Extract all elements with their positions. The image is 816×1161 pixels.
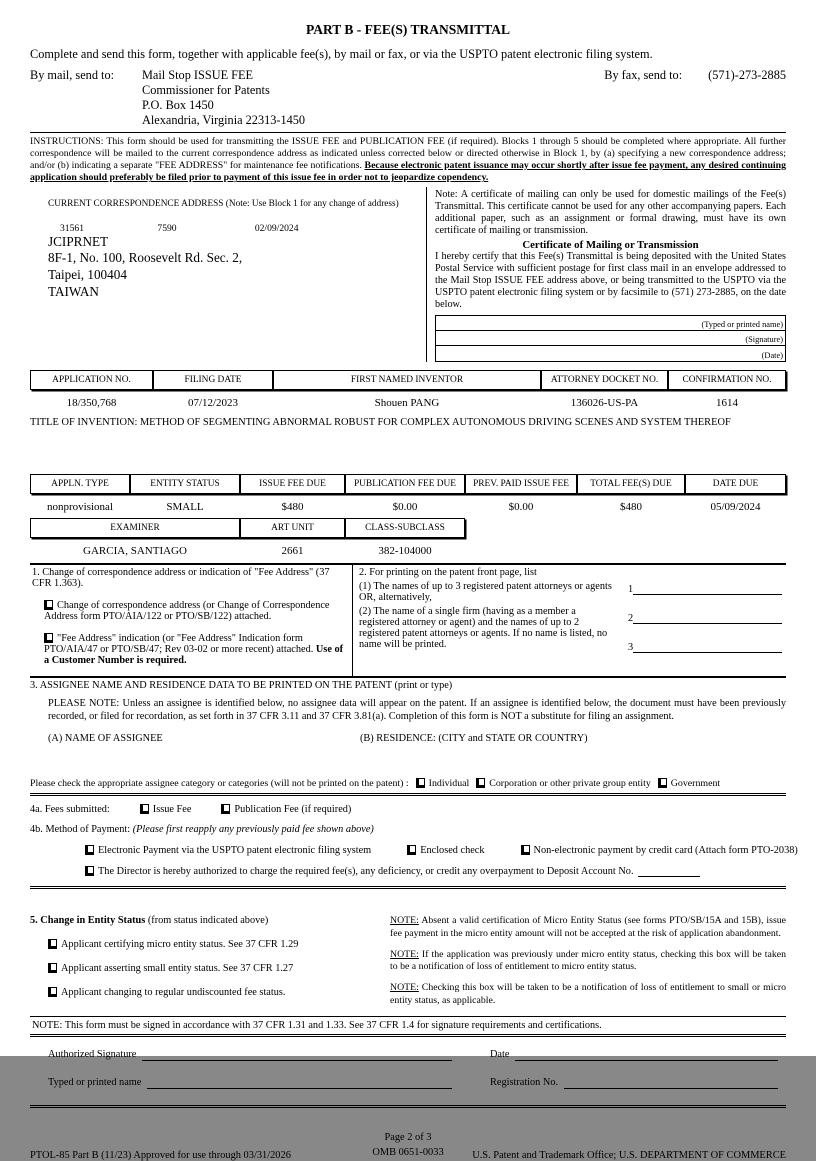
fax-info (604, 68, 786, 128)
block2-paragraph-1: (1) The names of up to 3 registered patent attorneys or agents OR, alternatively, (359, 580, 612, 603)
col-first-named-inventor: FIRST NAMED INVENTOR (273, 370, 541, 390)
col-class-subclass: CLASS-SUBCLASS (345, 518, 465, 538)
method-of-payment-row (30, 824, 786, 835)
block-1-2-section (30, 563, 786, 678)
attorney-name-field-1[interactable] (633, 583, 782, 595)
regular-status-checkbox[interactable] (48, 987, 57, 997)
examiner-value: GARCIA, SANTIAGO (83, 544, 187, 557)
typed-name-caption: (Typed or printed name) (701, 319, 783, 329)
credit-card-option (521, 845, 798, 856)
examiner-table-header (30, 518, 465, 538)
payment-options-row (85, 845, 798, 857)
class-subclass-value: 382-104000 (378, 544, 432, 557)
signature-field[interactable] (436, 331, 785, 346)
block2-text (359, 567, 614, 670)
invention-title: TITLE OF INVENTION: METHOD OF SEGMENTING ABNORMAL ROBUST FOR COMPLEX AUTONOMOUS DRIVING SCENES AND SYSTEM THEREOF (30, 416, 731, 428)
page-title: PART B - FEE(S) TRANSMITTAL (305, 22, 511, 37)
change-address-checkbox[interactable] (44, 600, 53, 610)
issue-fee-label: Issue Fee (152, 804, 192, 816)
registration-no-field[interactable] (564, 1077, 778, 1089)
deposit-account-checkbox[interactable] (85, 866, 94, 876)
attorney-name-field-2[interactable] (633, 612, 782, 624)
certificate-title: Certificate of Mailing or Transmission (522, 238, 699, 251)
enclosed-check-label: Enclosed check (420, 845, 485, 857)
first-named-inventor-value: Shouen PANG (374, 396, 440, 409)
assignee-category-label: Please check the appropriate assignee category or categories (will not be printed on the patent) : (30, 778, 409, 790)
issue-fee-due-value: $480 (281, 500, 304, 513)
instructions-bold-text: Because electronic patent issuance may occur shortly after issue fee payment, any desired continuing application should preferably be filed prior to payment of this issue fee in order not to jeopardize copendency. (30, 160, 786, 184)
note-label: NOTE: (390, 982, 419, 994)
block5-heading-normal: (from status indicated above) (147, 915, 269, 927)
publication-fee-checkbox[interactable] (221, 804, 230, 814)
signature-row-1 (30, 1049, 786, 1061)
typed-name (30, 1077, 460, 1089)
confirmation-no-value: 1614 (716, 396, 738, 409)
fee-address-checkbox[interactable] (44, 633, 53, 643)
footer-agency: U.S. Patent and Trademark Office; U.S. DEPARTMENT OF COMMERCE (472, 1150, 786, 1161)
small-entity-option (48, 963, 390, 974)
mail-address (142, 68, 305, 128)
note-text: Absent a valid certification of Micro Entity Status (see forms PTO/SB/15A and 15B), issue fee payment in the micro entity amount will not be accepted at the risk of application abandonment. (390, 915, 786, 939)
deposit-account-label: The Director is hereby authorized to charge the required fee(s), any deficiency, or credit any overpayment to Deposit Account No. (98, 866, 634, 878)
block1-option-fee-address (44, 633, 346, 666)
fee-table-header (30, 474, 786, 494)
block-2 (353, 565, 786, 676)
signature-section (30, 1049, 786, 1089)
send-to-section (30, 68, 786, 128)
micro-entity-option (48, 939, 390, 950)
line-number: 2 (628, 612, 634, 624)
correspondence-address-label: CURRENT CORRESPONDENCE ADDRESS (Note: Use Block 1 for any change of address) (48, 198, 399, 209)
certificate-column (426, 187, 786, 362)
attorney-name-line-2 (628, 612, 782, 624)
certificate-note: Note: A certificate of mailing can only be used for domestic mailings of the Fee(s) Transmittal. This certificate cannot be used for any other accompanying papers. Each additional paper, such as an assignment or formal drawing, must have its own certificate of mailing or transmission. (435, 188, 786, 237)
method-of-payment-note: (Please first reapply any previously paid fee shown above) (132, 824, 374, 836)
block5-heading (30, 915, 390, 926)
date-label: Date (490, 1048, 510, 1060)
col-appln-type: APPLN. TYPE (30, 474, 130, 494)
entity-status-options (30, 915, 390, 1015)
page-footer (30, 1130, 786, 1161)
col-art-unit: ART UNIT (240, 518, 345, 538)
enclosed-check-option (407, 845, 484, 856)
col-issue-fee-due: ISSUE FEE DUE (240, 474, 345, 494)
fee-table-values (30, 494, 786, 513)
typed-name-input-field[interactable] (147, 1077, 452, 1089)
correspondence-address (48, 234, 426, 302)
application-table-header (30, 370, 786, 390)
divider (30, 793, 786, 796)
divider (30, 1105, 786, 1108)
fees-submitted-label: 4a. Fees submitted: (30, 804, 110, 816)
category-government (658, 778, 720, 789)
page-number: Page 2 of 3 (384, 1131, 432, 1143)
footer-center (372, 1130, 443, 1161)
registration-no-label: Registration No. (490, 1076, 559, 1088)
divider (30, 132, 786, 133)
method-of-payment-label: 4b. Method of Payment: (30, 824, 133, 836)
col-confirmation-no: CONFIRMATION NO. (668, 370, 786, 390)
authorized-signature (30, 1049, 460, 1061)
block-4 (30, 804, 798, 878)
certificate-body: I hereby certify that this Fee(s) Transmittal is being deposited with the United States Postal Service with sufficient postage for first class mail in an envelope addressed to the Mail Stop ISSUE FEE address above, or being transmitted to the USPTO via the USPTO patent electronic filing system or by facsimile to (571) 273-2885, on the date below. (435, 250, 786, 311)
appln-type-value: nonprovisional (47, 500, 113, 513)
attorney-docket-no-value: 136026-US-PA (570, 396, 639, 409)
correspondence-address-line: JCIPRNET (48, 233, 109, 249)
typed-name-field[interactable] (436, 316, 785, 331)
fees-submitted-row (30, 804, 786, 815)
mail-address-line: P.O. Box 1450 (142, 98, 214, 112)
date-field[interactable] (436, 346, 785, 361)
note-label: NOTE: (390, 915, 419, 927)
deposit-account-field[interactable] (638, 866, 700, 877)
intro-text: Complete and send this form, together with applicable fee(s), by mail or fax, or via the USPTO patent electronic filing system. (30, 47, 653, 61)
regular-status-label: Applicant changing to regular undiscounted fee status. (61, 987, 286, 999)
change-address-label: Change of correspondence address (or Change of Correspondence Address form PTO/AIA/122 or PTO/SB/122) attached. (44, 599, 330, 622)
micro-entity-checkbox[interactable] (48, 939, 57, 949)
fax-number: (571)-273-2885 (708, 68, 786, 82)
block3-please-note: PLEASE NOTE: Unless an assignee is identified below, no assignee data will appear on the patent. If an assignee is identified below, the document must have been previously recorded, or filed for recordation, as set forth in 37 CFR 3.11 and 37 CFR 3.81(a). Completion of this form is NOT a substitute for filing an assignment. (48, 697, 786, 722)
art-unit-value: 2661 (281, 544, 304, 557)
col-total-fees-due: TOTAL FEE(S) DUE (577, 474, 685, 494)
micro-entity-label: Applicant certifying micro entity status. See 37 CFR 1.29 (61, 939, 299, 951)
entity-status-notes (390, 915, 786, 1015)
mail-address-line: Commissioner for Patents (142, 83, 270, 97)
publication-fee-option (221, 804, 351, 815)
divider (30, 1034, 786, 1037)
filing-date-value: 07/12/2023 (187, 396, 239, 409)
credit-card-label: Non-electronic payment by credit card (Attach form PTO-2038) (533, 845, 798, 857)
signature-caption: (Signature) (745, 334, 783, 344)
issue-fee-checkbox[interactable] (140, 804, 149, 814)
divider (30, 886, 786, 889)
correspondence-certificate-section (30, 187, 786, 362)
prev-paid-issue-fee-value: $0.00 (508, 500, 534, 513)
col-attorney-docket-no: ATTORNEY DOCKET NO. (541, 370, 668, 390)
correspondence-address-line: TAIWAN (48, 284, 99, 300)
certificate-signature-boxes (435, 315, 786, 362)
col-date-due: DATE DUE (685, 474, 786, 494)
corporation-label: Corporation or other private group entity (489, 778, 651, 790)
signature-row-2 (30, 1077, 786, 1089)
residence-label: (B) RESIDENCE: (CITY and STATE OR COUNTRY) (360, 733, 588, 745)
correspondence-code: 7590 (157, 222, 177, 234)
block2-heading: 2. For printing on the patent front page, list (359, 566, 537, 578)
government-label: Government (670, 778, 721, 790)
mail-address-line: Alexandria, Virginia 22313-1450 (142, 113, 306, 127)
registration-no (460, 1077, 786, 1089)
block1-heading: 1. Change of correspondence address or indication of "Fee Address" (37 CFR 1.363). (32, 566, 330, 589)
col-prev-paid-issue-fee: PREV. PAID ISSUE FEE (465, 474, 577, 494)
date-signature-field[interactable] (515, 1049, 778, 1061)
government-checkbox[interactable] (658, 778, 667, 788)
col-filing-date: FILING DATE (153, 370, 273, 390)
block-1 (30, 565, 353, 676)
regular-status-option (48, 987, 390, 998)
category-corporation (476, 778, 651, 789)
correspondence-address-line: Taipei, 100404 (48, 267, 127, 283)
customer-number: 31561 (60, 222, 84, 234)
block2-paragraph-2: (2) The name of a single firm (having as a member a registered attorney or agent) and the names of up to 2 registered patent attorneys or agents. If no name is listed, no name will be printed. (359, 605, 608, 650)
by-fax-label: By fax, send to: (604, 68, 683, 82)
block-5 (30, 915, 786, 1015)
by-mail-label: By mail, send to: (30, 68, 115, 82)
date-caption: (Date) (761, 350, 783, 360)
fee-address-label: "Fee Address" indication (or "Fee Address" Indication form PTO/AIA/47 or PTO/SB/47; Rev 03-02 or more recent) attached. (44, 632, 316, 655)
instructions-paragraph (30, 136, 786, 185)
col-publication-fee-due: PUBLICATION FEE DUE (345, 474, 465, 494)
examiner-table-values (30, 538, 465, 557)
col-examiner: EXAMINER (30, 518, 240, 538)
attorney-name-field-3[interactable] (633, 641, 782, 653)
enclosed-check-checkbox[interactable] (407, 845, 416, 855)
instructions-text: INSTRUCTIONS: This form should be used for transmitting the ISSUE FEE and PUBLICATION FEE (if required). Blocks 1 through 5 should be completed where appropriate. All further correspondence will be mailed to the current correspondence address as indicated unless corrected below or directed otherwise in Block 1, by (a) specifying a new correspondence address; and/or (b) indicating a separate "FEE ADDRESS" for maintenance fee notifications. (30, 136, 786, 172)
entity-note-1 (390, 915, 786, 939)
note-text: If the application was previously under micro entity status, checking this box will be taken to be a notification of loss of entitlement to micro entity status. (390, 948, 786, 973)
correspondence-column (30, 187, 426, 362)
entity-status-value: SMALL (166, 500, 204, 513)
electronic-payment-checkbox[interactable] (85, 845, 94, 855)
signing-note: NOTE: This form must be signed in accordance with 37 CFR 1.31 and 1.33. See 37 CFR 1.4 for signature requirements and certifications. (32, 1019, 602, 1031)
omb-number: OMB 0651-0033 (372, 1147, 444, 1159)
mail-date: 02/09/2024 (254, 222, 299, 234)
individual-checkbox[interactable] (416, 778, 425, 788)
credit-card-checkbox[interactable] (521, 845, 530, 855)
entity-note-3 (390, 982, 786, 1006)
assignee-labels-row (48, 733, 786, 744)
attorney-name-line-1 (628, 583, 782, 595)
deposit-account-row (85, 866, 786, 877)
col-application-no: APPLICATION NO. (30, 370, 153, 390)
application-no-value: 18/350,768 (66, 396, 117, 409)
issue-fee-option (140, 804, 192, 815)
publication-fee-due-value: $0.00 (392, 500, 418, 513)
line-number: 1 (628, 583, 634, 595)
line-number: 3 (628, 641, 634, 653)
corporation-checkbox[interactable] (476, 778, 485, 788)
mail-address-line: Mail Stop ISSUE FEE (142, 68, 254, 82)
correspondence-address-line: 8F-1, No. 100, Roosevelt Rd. Sec. 2, (48, 250, 243, 266)
entity-note-2 (390, 949, 786, 973)
authorized-signature-field[interactable] (142, 1049, 452, 1061)
spacer (30, 428, 786, 474)
block3-heading: 3. ASSIGNEE NAME AND RESIDENCE DATA TO BE PRINTED ON THE PATENT (print or type) (30, 679, 453, 691)
block5-heading-bold: 5. Change in Entity Status (30, 915, 148, 927)
publication-fee-label: Publication Fee (if required) (234, 804, 352, 816)
col-entity-status: ENTITY STATUS (130, 474, 240, 494)
note-text: Checking this box will be taken to be a notification of loss of entitlement to small or micro entity status, as applicable. (390, 982, 786, 1006)
name-of-assignee-label: (A) NAME OF ASSIGNEE (48, 733, 163, 745)
category-individual (416, 778, 470, 789)
block1-option-change-address (44, 600, 346, 622)
total-fees-due-value: $480 (620, 500, 642, 513)
small-entity-label: Applicant asserting small entity status. See 37 CFR 1.27 (61, 963, 294, 975)
block2-name-lines (614, 567, 786, 670)
electronic-payment-option (85, 845, 371, 856)
application-table-values (30, 390, 786, 409)
authorized-signature-label: Authorized Signature (48, 1048, 137, 1060)
typed-name-label: Typed or printed name (48, 1076, 142, 1088)
fee-address-bold-label: Use of a Customer Number is required. (44, 643, 344, 666)
correspondence-meta (60, 223, 426, 234)
date-due-value: 05/09/2024 (710, 500, 761, 513)
date (460, 1049, 786, 1061)
footer-form-id: PTOL-85 Part B (11/23) Approved for use through 03/31/2026 (30, 1150, 291, 1161)
small-entity-checkbox[interactable] (48, 963, 57, 973)
electronic-payment-label: Electronic Payment via the USPTO patent electronic filing system (98, 845, 372, 857)
assignee-category-row (30, 778, 786, 789)
attorney-name-line-3 (628, 641, 782, 653)
block-3 (30, 678, 786, 790)
individual-label: Individual (428, 778, 470, 790)
note-label: NOTE: (390, 948, 419, 960)
